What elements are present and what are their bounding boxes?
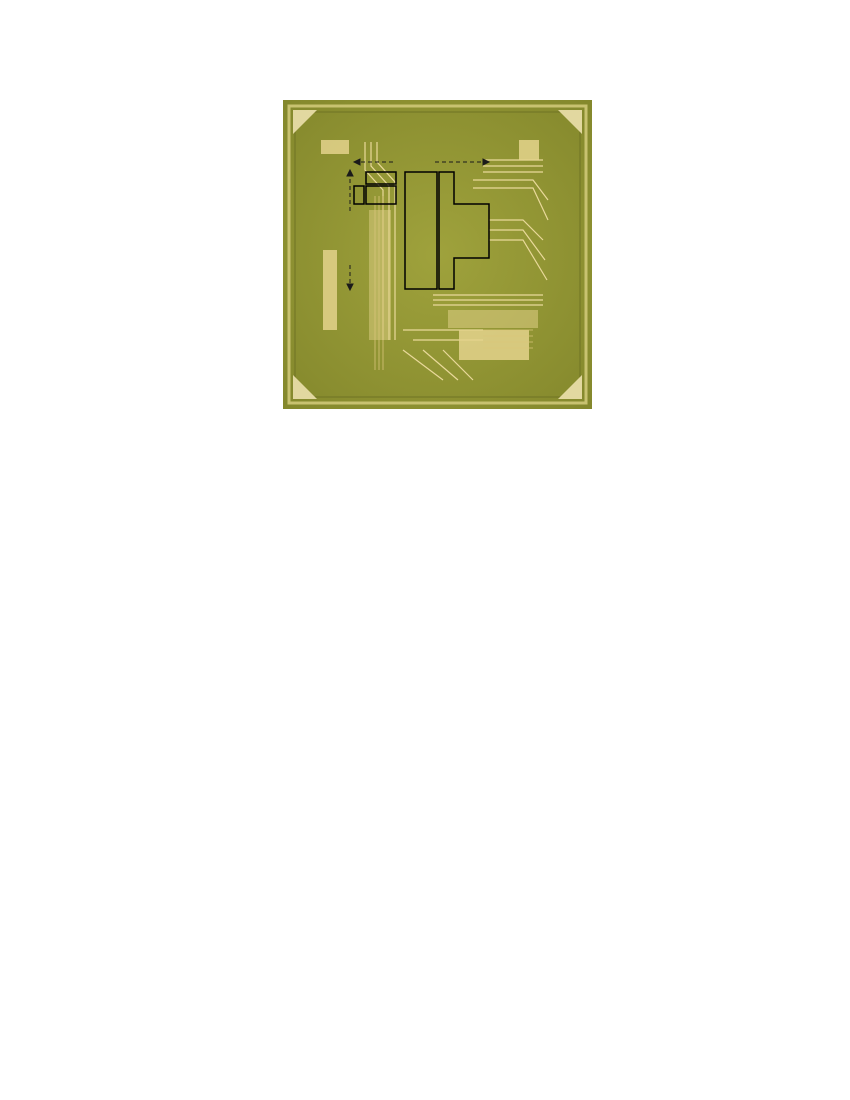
die-photo [283,100,592,409]
